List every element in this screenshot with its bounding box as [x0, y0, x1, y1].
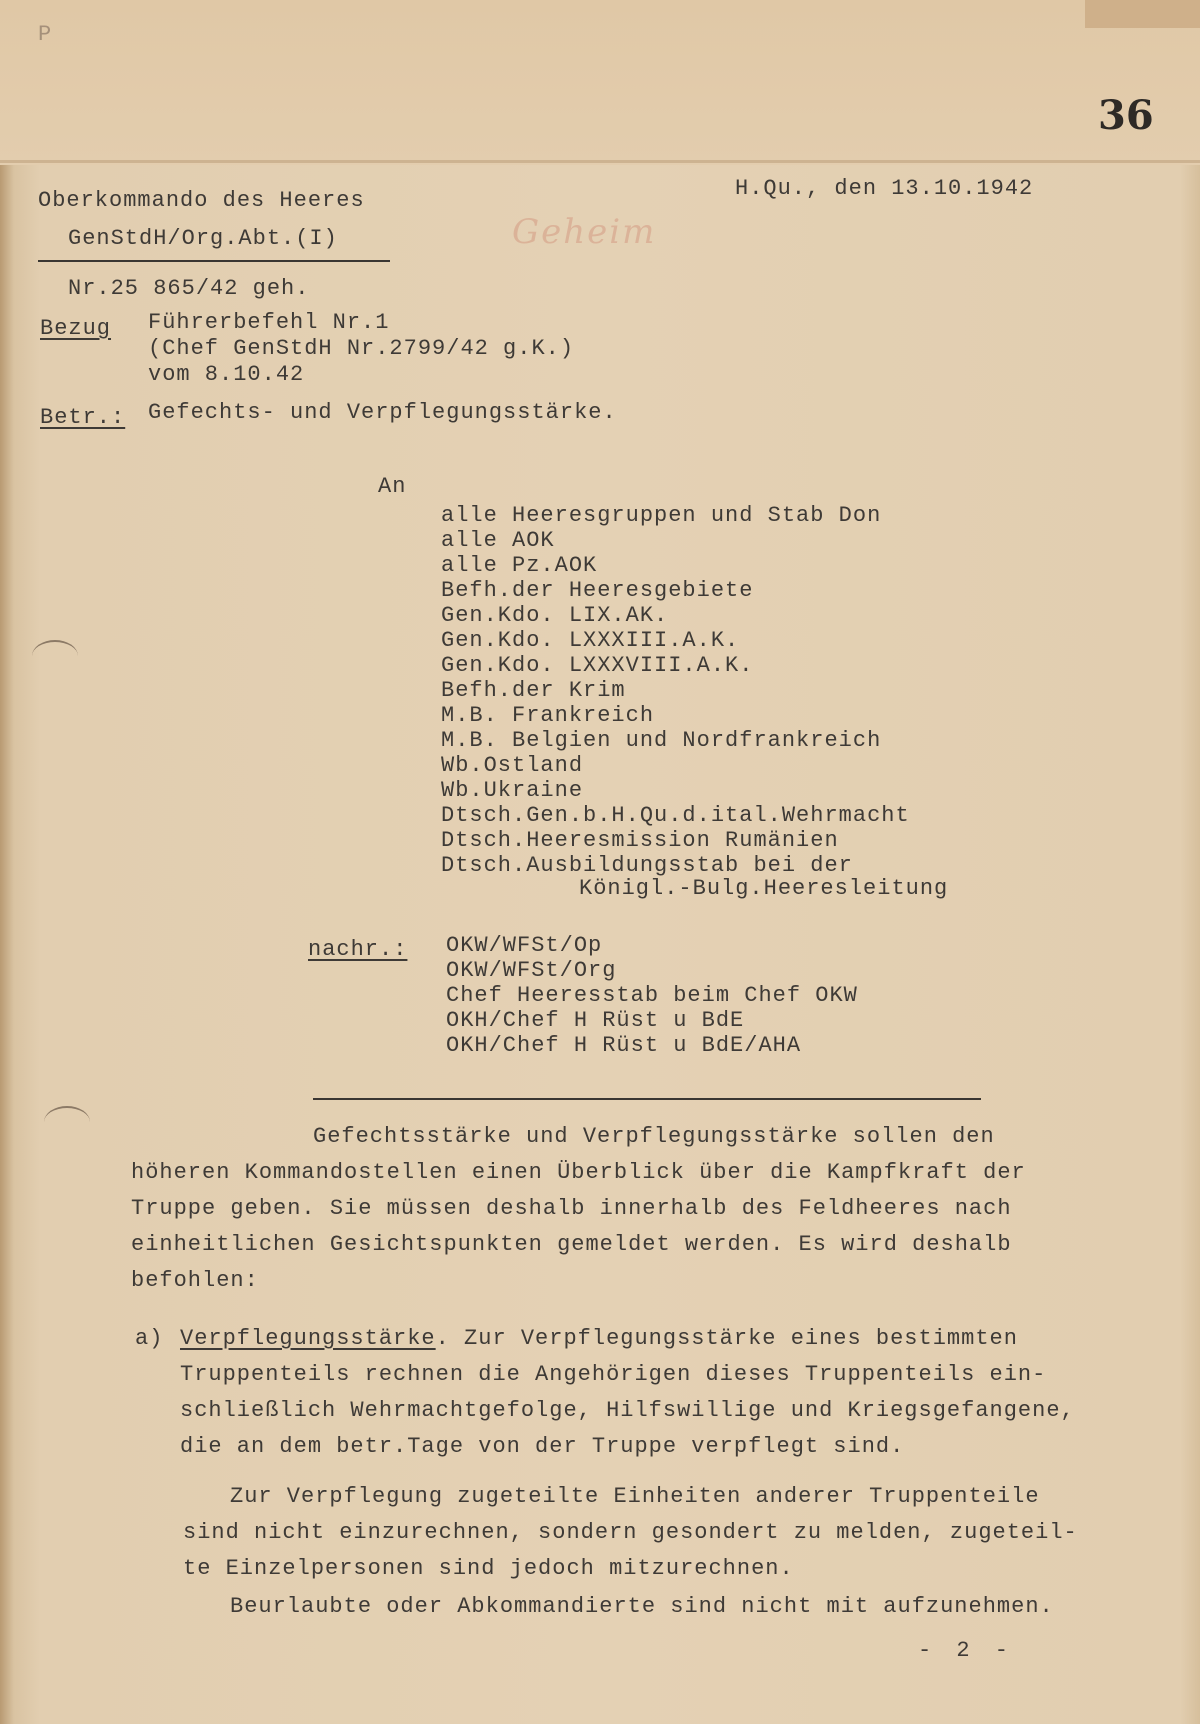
recipient-item: Dtsch.Heeresmission Rumänien — [441, 828, 839, 853]
section-a-para2-line: sind nicht einzurechnen, sondern gesondert zu melden, zugeteil- — [183, 1520, 1078, 1545]
nachr-item: OKH/Chef H Rüst u BdE/AHA — [446, 1033, 802, 1058]
sender-line1: Oberkommando des Heeres — [38, 188, 365, 213]
recipient-item: Wb.Ukraine — [441, 778, 584, 803]
recipient-item: Gen.Kdo. LXXXIII.A.K. — [441, 628, 740, 653]
punch-hole-mark — [44, 1106, 90, 1138]
recipient-item: alle AOK — [441, 528, 555, 553]
nachr-item: OKW/WFSt/Org — [446, 958, 617, 983]
nachr-item: OKW/WFSt/Op — [446, 933, 603, 958]
recipient-item: alle Heeresgruppen und Stab Don — [441, 503, 882, 528]
nachr-item: Chef Heeresstab beim Chef OKW — [446, 983, 858, 1008]
recipient-item: Befh.der Heeresgebiete — [441, 578, 754, 603]
page-number: 36 — [1098, 92, 1154, 139]
nachr-label: nachr.: — [308, 937, 408, 962]
sender-line2: GenStdH/Org.Abt.(I) — [68, 226, 338, 251]
recipient-item: M.B. Frankreich — [441, 703, 655, 728]
paper-edge-shade — [1085, 0, 1200, 28]
section-a-marker: a) — [135, 1326, 164, 1351]
section-a-heading: Verpflegungsstärke — [180, 1326, 436, 1351]
recipient-item: M.B. Belgien und Nordfrankreich — [441, 728, 882, 753]
recipient-item: Königl.-Bulg.Heeresleitung — [579, 876, 949, 901]
recipient-item: Dtsch.Ausbildungsstab bei der — [441, 853, 853, 878]
corner-mark: P — [38, 22, 52, 47]
section-a-line1 — [180, 1326, 1018, 1351]
section-a-para2-line: Zur Verpflegung zugeteilte Einheiten anderer Truppenteile — [230, 1484, 1040, 1509]
recipient-item: Gen.Kdo. LIX.AK. — [441, 603, 669, 628]
bezug-line2: (Chef GenStdH Nr.2799/42 g.K.) — [148, 336, 575, 361]
section-a-line1-rest: . Zur Verpflegungsstärke eines bestimmten — [435, 1326, 1018, 1351]
separator-rule — [313, 1098, 981, 1100]
section-a-line: schließlich Wehrmachtgefolge, Hilfswillige und Kriegsgefangene, — [180, 1398, 1075, 1423]
recipient-item: Dtsch.Gen.b.H.Qu.d.ital.Wehrmacht — [441, 803, 910, 828]
intro-line: Gefechtsstärke und Verpflegungsstärke sollen den — [313, 1124, 995, 1149]
recipient-item: Befh.der Krim — [441, 678, 626, 703]
section-a-para3: Beurlaubte oder Abkommandierte sind nicht mit aufzunehmen. — [230, 1594, 1054, 1619]
intro-line: einheitlichen Gesichtspunkten gemeldet werden. Es wird deshalb — [131, 1232, 1012, 1257]
footer-page-number: - 2 - — [918, 1638, 1015, 1663]
place-date: H.Qu., den 13.10.1942 — [735, 176, 1034, 201]
recipient-item: Wb.Ostland — [441, 753, 584, 778]
intro-line: höheren Kommandostellen einen Überblick über die Kampfkraft der — [131, 1160, 1026, 1185]
section-a-line: die an dem betr.Tage von der Truppe verpflegt sind. — [180, 1434, 905, 1459]
reference-number: Nr.25 865/42 geh. — [68, 276, 310, 301]
header-rule — [38, 260, 390, 262]
betr-text: Gefechts- und Verpflegungsstärke. — [148, 400, 617, 425]
paper-fold-line — [0, 160, 1200, 163]
top-paper-strip — [0, 0, 1200, 165]
section-a-line: Truppenteils rechnen die Angehörigen dieses Truppenteils ein- — [180, 1362, 1047, 1387]
section-a-para2-line: te Einzelpersonen sind jedoch mitzurechnen. — [183, 1556, 794, 1581]
bezug-line3: vom 8.10.42 — [148, 362, 305, 387]
recipient-item: alle Pz.AOK — [441, 553, 598, 578]
geheim-stamp: Geheim — [512, 212, 657, 252]
intro-line: befohlen: — [131, 1268, 259, 1293]
an-label: An — [378, 474, 407, 499]
bezug-line1: Führerbefehl Nr.1 — [148, 310, 390, 335]
nachr-item: OKH/Chef H Rüst u BdE — [446, 1008, 745, 1033]
intro-line: Truppe geben. Sie müssen deshalb innerhalb des Feldheeres nach — [131, 1196, 1012, 1221]
punch-hole-mark — [32, 640, 78, 672]
bezug-label: Bezug — [40, 316, 112, 341]
betr-label: Betr.: — [40, 405, 126, 430]
recipient-item: Gen.Kdo. LXXXVIII.A.K. — [441, 653, 754, 678]
